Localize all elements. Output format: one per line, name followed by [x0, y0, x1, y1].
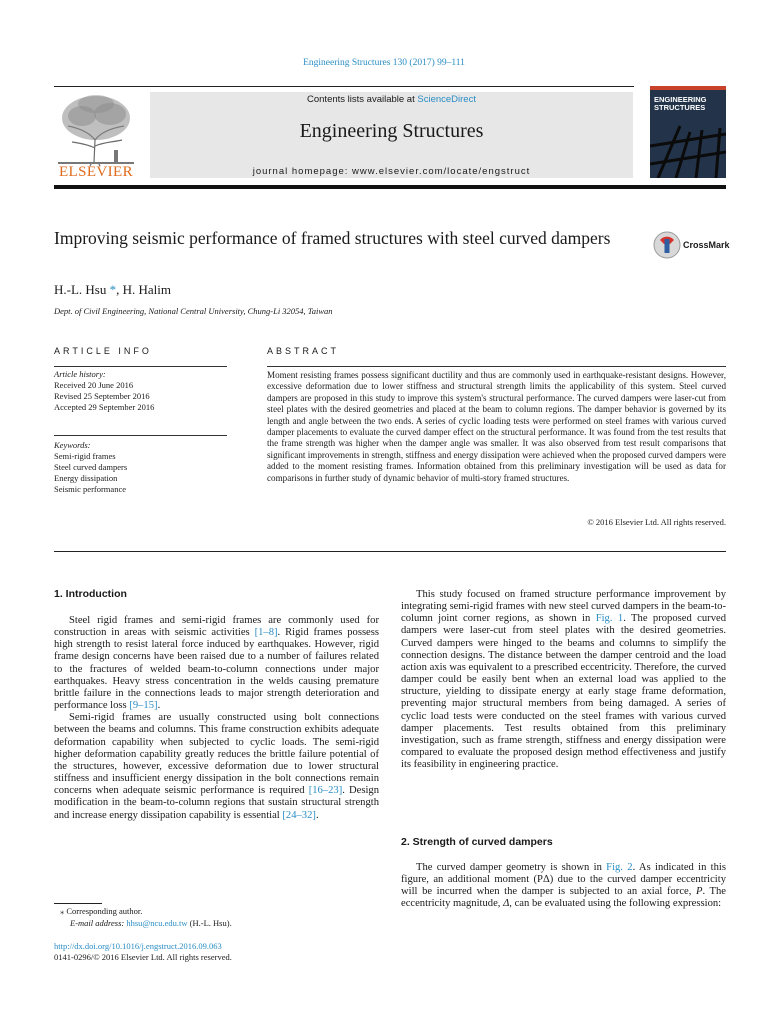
- journal-homepage[interactable]: journal homepage: www.elsevier.com/locate/engstruct: [252, 166, 531, 177]
- citation-link[interactable]: [9–15]: [129, 700, 158, 712]
- keyword-item: Seismic performance: [54, 484, 126, 494]
- section-rule: [54, 551, 726, 552]
- history-revised: Revised 25 September 2016: [54, 391, 150, 401]
- section-2-paragraph: [401, 862, 726, 911]
- journal-cover-thumbnail: [650, 86, 726, 178]
- footnote-text: Corresponding author.: [66, 906, 143, 916]
- footnote-star: ⁎: [60, 906, 65, 916]
- text-run: . As indicated in this figure, an additional moment (PΔ) due to the curved damper eccentricity will be incurred when the damper is subjected to an axial force,: [401, 862, 726, 898]
- corresponding-author-note: [60, 906, 142, 917]
- keyword-item: Energy dissipation: [54, 473, 118, 483]
- elsevier-wordmark: ELSEVIER: [58, 164, 134, 180]
- text-run: . Rigid frames possess high strength to resist lateral force induced by earthquakes. However, rigid frame design concerns have been raised due to a number of failures related to the fractures of welded beam-to-column connections under major earthquakes. Heavy stress concentration in the welds causing premature brittle failure in the connections leads to major strength deterioration and performance loss: [54, 627, 380, 712]
- issn-copyright: 0141-0296/© 2016 Elsevier Ltd. All rights reserved.: [54, 952, 232, 962]
- right-column-body: [401, 589, 726, 771]
- doi-link[interactable]: http://dx.doi.org/10.1016/j.engstruct.2016.09.063: [54, 941, 222, 951]
- text-run: .: [157, 700, 161, 712]
- right-paragraph-1: [401, 589, 726, 771]
- abstract-text: Moment resisting frames possess significant ductility and thus are commonly used in earthquake-resistant designs. However, excessive deformation due to lower stiffness and structural strength limits the applicability of this system. Steel curved dampers are proposed in this study to improve this system's structural performance. The curved dampers were laser-cut from steel plates with the desired geometries and placed at the beam to column regions. The damper behavior is governed by its length and angle between the two ends. A series of cyclic loading tests were performed on steel frames with various curved damper placements to evaluate the curved damper effect on the structural performance. It was found from the test results that the frame strength was higher when the damper angle was smaller. It was also observed from test result comparisons that significant improvements in strength, stiffness and energy dissipation were achieved when the proposed curved dampers were added to the moment resisting frames. Information obtained from this preliminary investigation will be used as data for comparisons in further study of dynamic behavior of multi-story framed structures.: [267, 370, 726, 483]
- text-run: Steel rigid frames and semi-rigid frames are commonly used for construction in areas with seismic activities: [54, 615, 379, 639]
- keyword-item: Semi-rigid frames: [54, 451, 116, 461]
- header-thick-rule: [54, 185, 726, 189]
- text-run: . The eccentricity magnitude,: [401, 886, 726, 910]
- email-suffix: (H.-L. Hsu).: [187, 918, 232, 928]
- abstract-copyright: © 2016 Elsevier Ltd. All rights reserved.: [587, 517, 726, 527]
- abstract-rule: [267, 366, 726, 367]
- email-label: E-mail address:: [70, 918, 127, 928]
- section-2-body: [401, 862, 726, 911]
- header-top-rule: [54, 86, 634, 87]
- journal-reference-link[interactable]: Engineering Structures 130 (2017) 99–111: [303, 58, 465, 68]
- author-halim: , H. Halim: [116, 282, 171, 297]
- journal-title: Engineering Structures: [299, 120, 484, 142]
- footnote-rule: [54, 903, 102, 904]
- text-run: , can be evaluated using the following expression:: [509, 898, 722, 910]
- text-run: .: [315, 809, 319, 821]
- cover-title: [654, 96, 724, 112]
- affiliation: Dept. of Civil Engineering, National Central University, Chung-Li 32054, Taiwan: [54, 306, 333, 316]
- cover-title-line2: STRUCTURES: [654, 103, 706, 112]
- keywords-rule: [54, 435, 227, 436]
- article-title: Improving seismic performance of framed structures with steel curved dampers: [54, 228, 611, 248]
- text-run: . Design modification in the beam-to-column regions that sustain structural strength and increase energy dissipation capability is essential: [54, 785, 380, 821]
- crossmark-label: CrossMark: [683, 240, 730, 250]
- text-run: This study focused on framed structure performance improvement by integrating semi-rigid frames with new steel curved dampers in the beam-to-column joint corner regions, as shown in: [401, 589, 726, 625]
- article-info-heading: ARTICLE INFO: [54, 346, 152, 356]
- symbol-P: P: [695, 886, 703, 898]
- article-history-label: Article history:: [54, 369, 106, 379]
- email-note: [70, 918, 232, 929]
- figure-link[interactable]: Fig. 1: [595, 613, 624, 625]
- introduction-heading: 1. Introduction: [54, 588, 127, 600]
- author-hsu[interactable]: H.-L. Hsu: [54, 282, 107, 297]
- history-accepted: Accepted 29 September 2016: [54, 402, 155, 412]
- citation-link[interactable]: [24–32]: [282, 809, 316, 821]
- contents-line: [150, 94, 633, 105]
- symbol-delta: Δ: [503, 898, 510, 910]
- citation-link[interactable]: [1–8]: [254, 627, 278, 639]
- text-run: Semi-rigid frames are usually constructed using bolt connections between the beams and columns. This frame construction exhibits adequate deformation capability when subjected to cyclic loads. The semi-rigid higher deformation capability greatly reduces the brittle failure potential of the structures, however, excessive deformation due to lower structural stiffness and insufficient energy dissipation in the bolt connections remain concerns when adequate seismic performance is required: [54, 712, 379, 797]
- keyword-item: Steel curved dampers: [54, 462, 128, 472]
- text-run: . The proposed curved dampers were laser-cut from steel plates with the desired geometries. Curved dampers were hinged to the beams and columns to simplify the connection designs. The distance between the damper centroid and the load action axis was equivalent to a prescribed eccentricity. Therefore, the curved damper could be easily bent when an external load was applied to the structure, yielding to dissipate energy at early stage frame deformation, preventing major structural members from being damaged. A series of cyclic load tests were conducted on the steel frames with various curved damper placements. Test results obtained from this preliminary investigation, such as frame strength, stiffness and energy dissipation were compared to evaluate the proposed design method effectiveness and justify its feasibility in engineering practice.: [401, 613, 726, 771]
- intro-paragraph-1: [54, 615, 379, 712]
- author-list: [54, 282, 171, 298]
- keywords-label: Keywords:: [54, 440, 91, 450]
- sciencedirect-link[interactable]: ScienceDirect: [417, 94, 476, 105]
- abstract-heading: ABSTRACT: [267, 346, 340, 356]
- email-link[interactable]: hhsu@ncu.edu.tw: [126, 918, 188, 928]
- article-info-rule: [54, 366, 227, 367]
- corresponding-author-mark[interactable]: *: [109, 282, 117, 297]
- contents-prefix: Contents lists available at: [307, 94, 418, 105]
- section-2-heading: 2. Strength of curved dampers: [401, 836, 553, 848]
- citation-link[interactable]: [16–23]: [308, 785, 343, 797]
- figure-link[interactable]: Fig. 2: [606, 862, 633, 873]
- introduction-body: [54, 615, 379, 822]
- history-received: Received 20 June 2016: [54, 380, 134, 390]
- text-run: The curved damper geometry is shown in: [416, 862, 607, 873]
- cover-title-line1: ENGINEERING: [654, 95, 707, 104]
- intro-paragraph-2: [54, 712, 379, 821]
